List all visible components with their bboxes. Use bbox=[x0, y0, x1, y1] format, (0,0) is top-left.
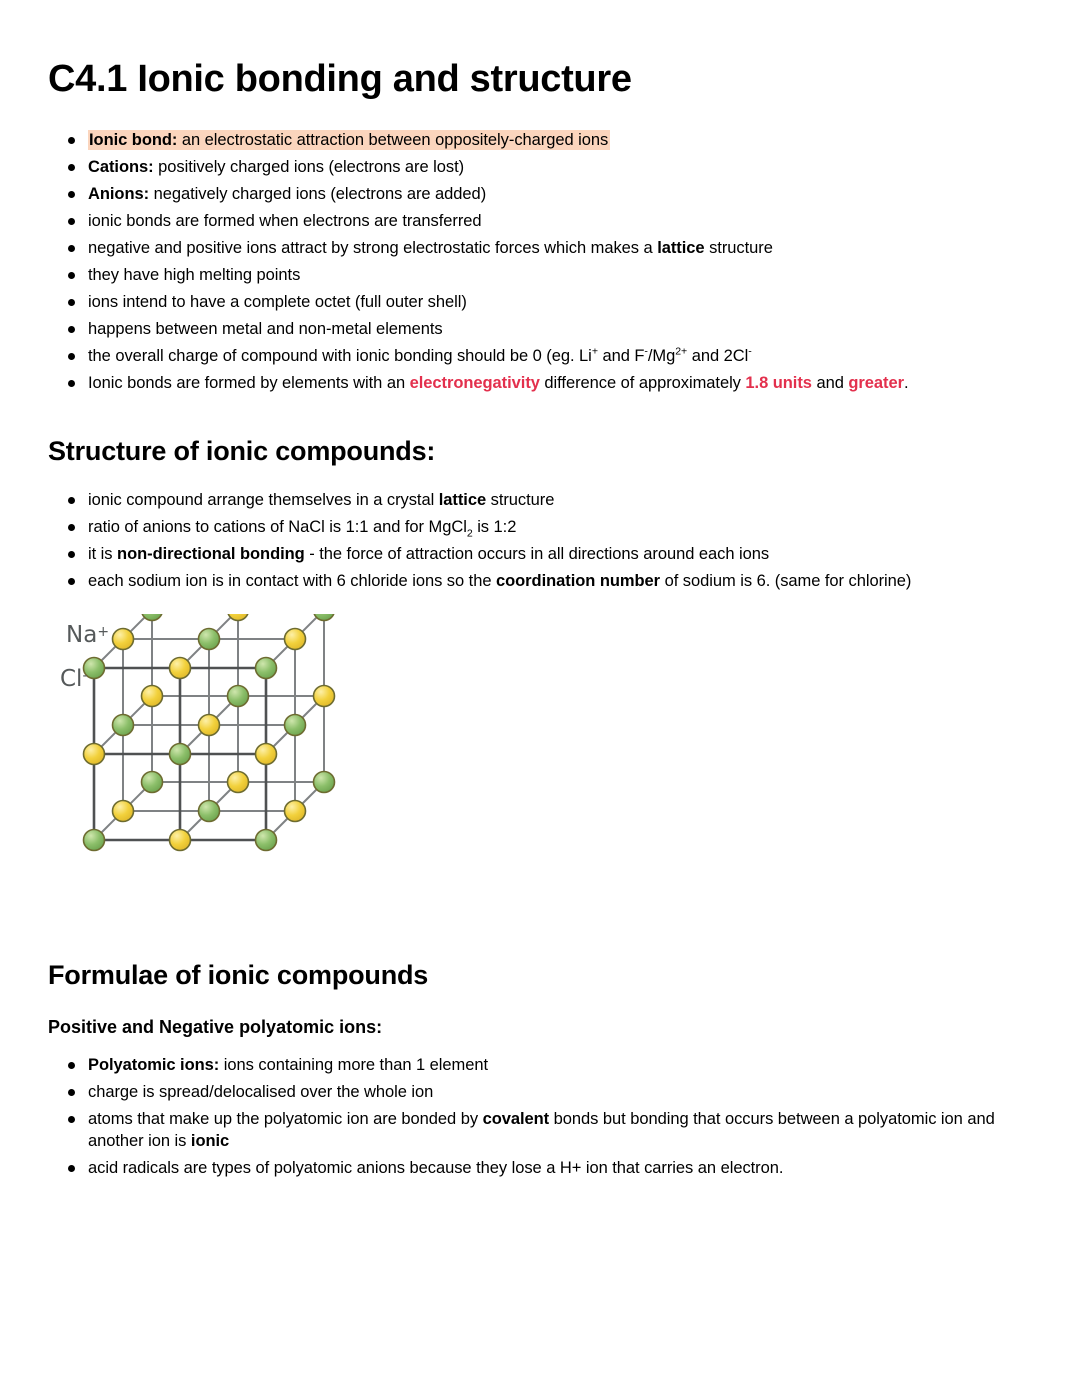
anion-sphere bbox=[256, 657, 277, 678]
intro-bullet-list bbox=[48, 129, 1032, 394]
anion-sphere bbox=[256, 829, 277, 850]
cation-sphere bbox=[170, 829, 191, 850]
list-item: ions intend to have a complete octet (full outer shell) bbox=[48, 291, 1032, 313]
sodium-chloride-lattice-diagram bbox=[60, 614, 360, 864]
cation-sphere bbox=[199, 714, 220, 735]
cation-label: Na+ bbox=[66, 621, 110, 648]
anion-sphere bbox=[199, 628, 220, 649]
list-item: happens between metal and non-metal elements bbox=[48, 318, 1032, 340]
anion-sphere bbox=[285, 714, 306, 735]
list-item: charge is spread/delocalised over the whole ion bbox=[48, 1081, 1032, 1103]
cation-sphere bbox=[285, 800, 306, 821]
list-item: each sodium ion is in contact with 6 chloride ions so the coordination number of sodium is 6. (same for chlorine) bbox=[48, 570, 1032, 592]
anion-sphere bbox=[228, 685, 249, 706]
formulae-bullet-list bbox=[48, 1054, 1032, 1179]
anion-label: Cl- bbox=[60, 665, 88, 692]
list-item: ionic bonds are formed when electrons are transferred bbox=[48, 210, 1032, 232]
list-item: ratio of anions to cations of NaCl is 1:1 and for MgCl$_2$ is 1:2 bbox=[48, 516, 1032, 538]
cation-sphere bbox=[285, 628, 306, 649]
cation-sphere bbox=[170, 657, 191, 678]
list-item: ionic compound arrange themselves in a crystal lattice structure bbox=[48, 489, 1032, 511]
lattice-ion-spheres bbox=[84, 614, 335, 851]
anion-sphere bbox=[113, 714, 134, 735]
cation-sphere bbox=[113, 628, 134, 649]
structure-bullet-list bbox=[48, 489, 1032, 592]
lattice-figure bbox=[60, 614, 1032, 864]
cation-sphere bbox=[228, 771, 249, 792]
anion-sphere bbox=[314, 614, 335, 621]
anion-sphere bbox=[142, 614, 163, 621]
page-title: C4.1 Ionic bonding and structure bbox=[48, 58, 632, 100]
cation-sphere bbox=[142, 685, 163, 706]
list-item: the overall charge of compound with ionic bonding should be 0 (eg. Li+ and $F^-/Mg^{2+}$ and 2Cl- bbox=[48, 345, 1032, 367]
cation-sphere bbox=[84, 743, 105, 764]
list-item: acid radicals are types of polyatomic anions because they lose a H+ ion that carries an electron. bbox=[48, 1157, 1032, 1179]
list-item: negative and positive ions attract by strong electrostatic forces which makes a lattice structure bbox=[48, 237, 1032, 259]
anion-sphere bbox=[314, 771, 335, 792]
anion-sphere bbox=[84, 829, 105, 850]
list-item: Anions: negatively charged ions (electrons are added) bbox=[48, 183, 1032, 205]
formulae-section-heading: Formulae of ionic compounds bbox=[48, 959, 429, 990]
highlighted-text: Ionic bond: an electrostatic attraction between oppositely-charged ions bbox=[89, 130, 609, 149]
list-item: it is non-directional bonding - the force of attraction occurs in all directions around each ions bbox=[48, 543, 1032, 565]
anion-sphere bbox=[142, 771, 163, 792]
list-item: atoms that make up the polyatomic ion are bonded by covalent bonds but bonding that occurs between a polyatomic ion and another ion is ionic bbox=[48, 1108, 1032, 1152]
cation-sphere bbox=[228, 614, 249, 621]
list-item: Ionic bonds are formed by elements with an electronegativity difference of approximately 1.8 units and greater. bbox=[48, 372, 1032, 394]
cation-sphere bbox=[256, 743, 277, 764]
anion-sphere bbox=[199, 800, 220, 821]
cation-sphere bbox=[314, 685, 335, 706]
list-item: Polyatomic ions: ions containing more than 1 element bbox=[48, 1054, 1032, 1076]
structure-section-heading: Structure of ionic compounds: bbox=[48, 435, 436, 466]
polyatomic-sub-heading: Positive and Negative polyatomic ions: bbox=[48, 1016, 383, 1037]
anion-sphere bbox=[170, 743, 191, 764]
list-item: Cations: positively charged ions (electrons are lost) bbox=[48, 156, 1032, 178]
cation-sphere bbox=[113, 800, 134, 821]
list-item: they have high melting points bbox=[48, 264, 1032, 286]
list-item bbox=[48, 129, 1032, 151]
